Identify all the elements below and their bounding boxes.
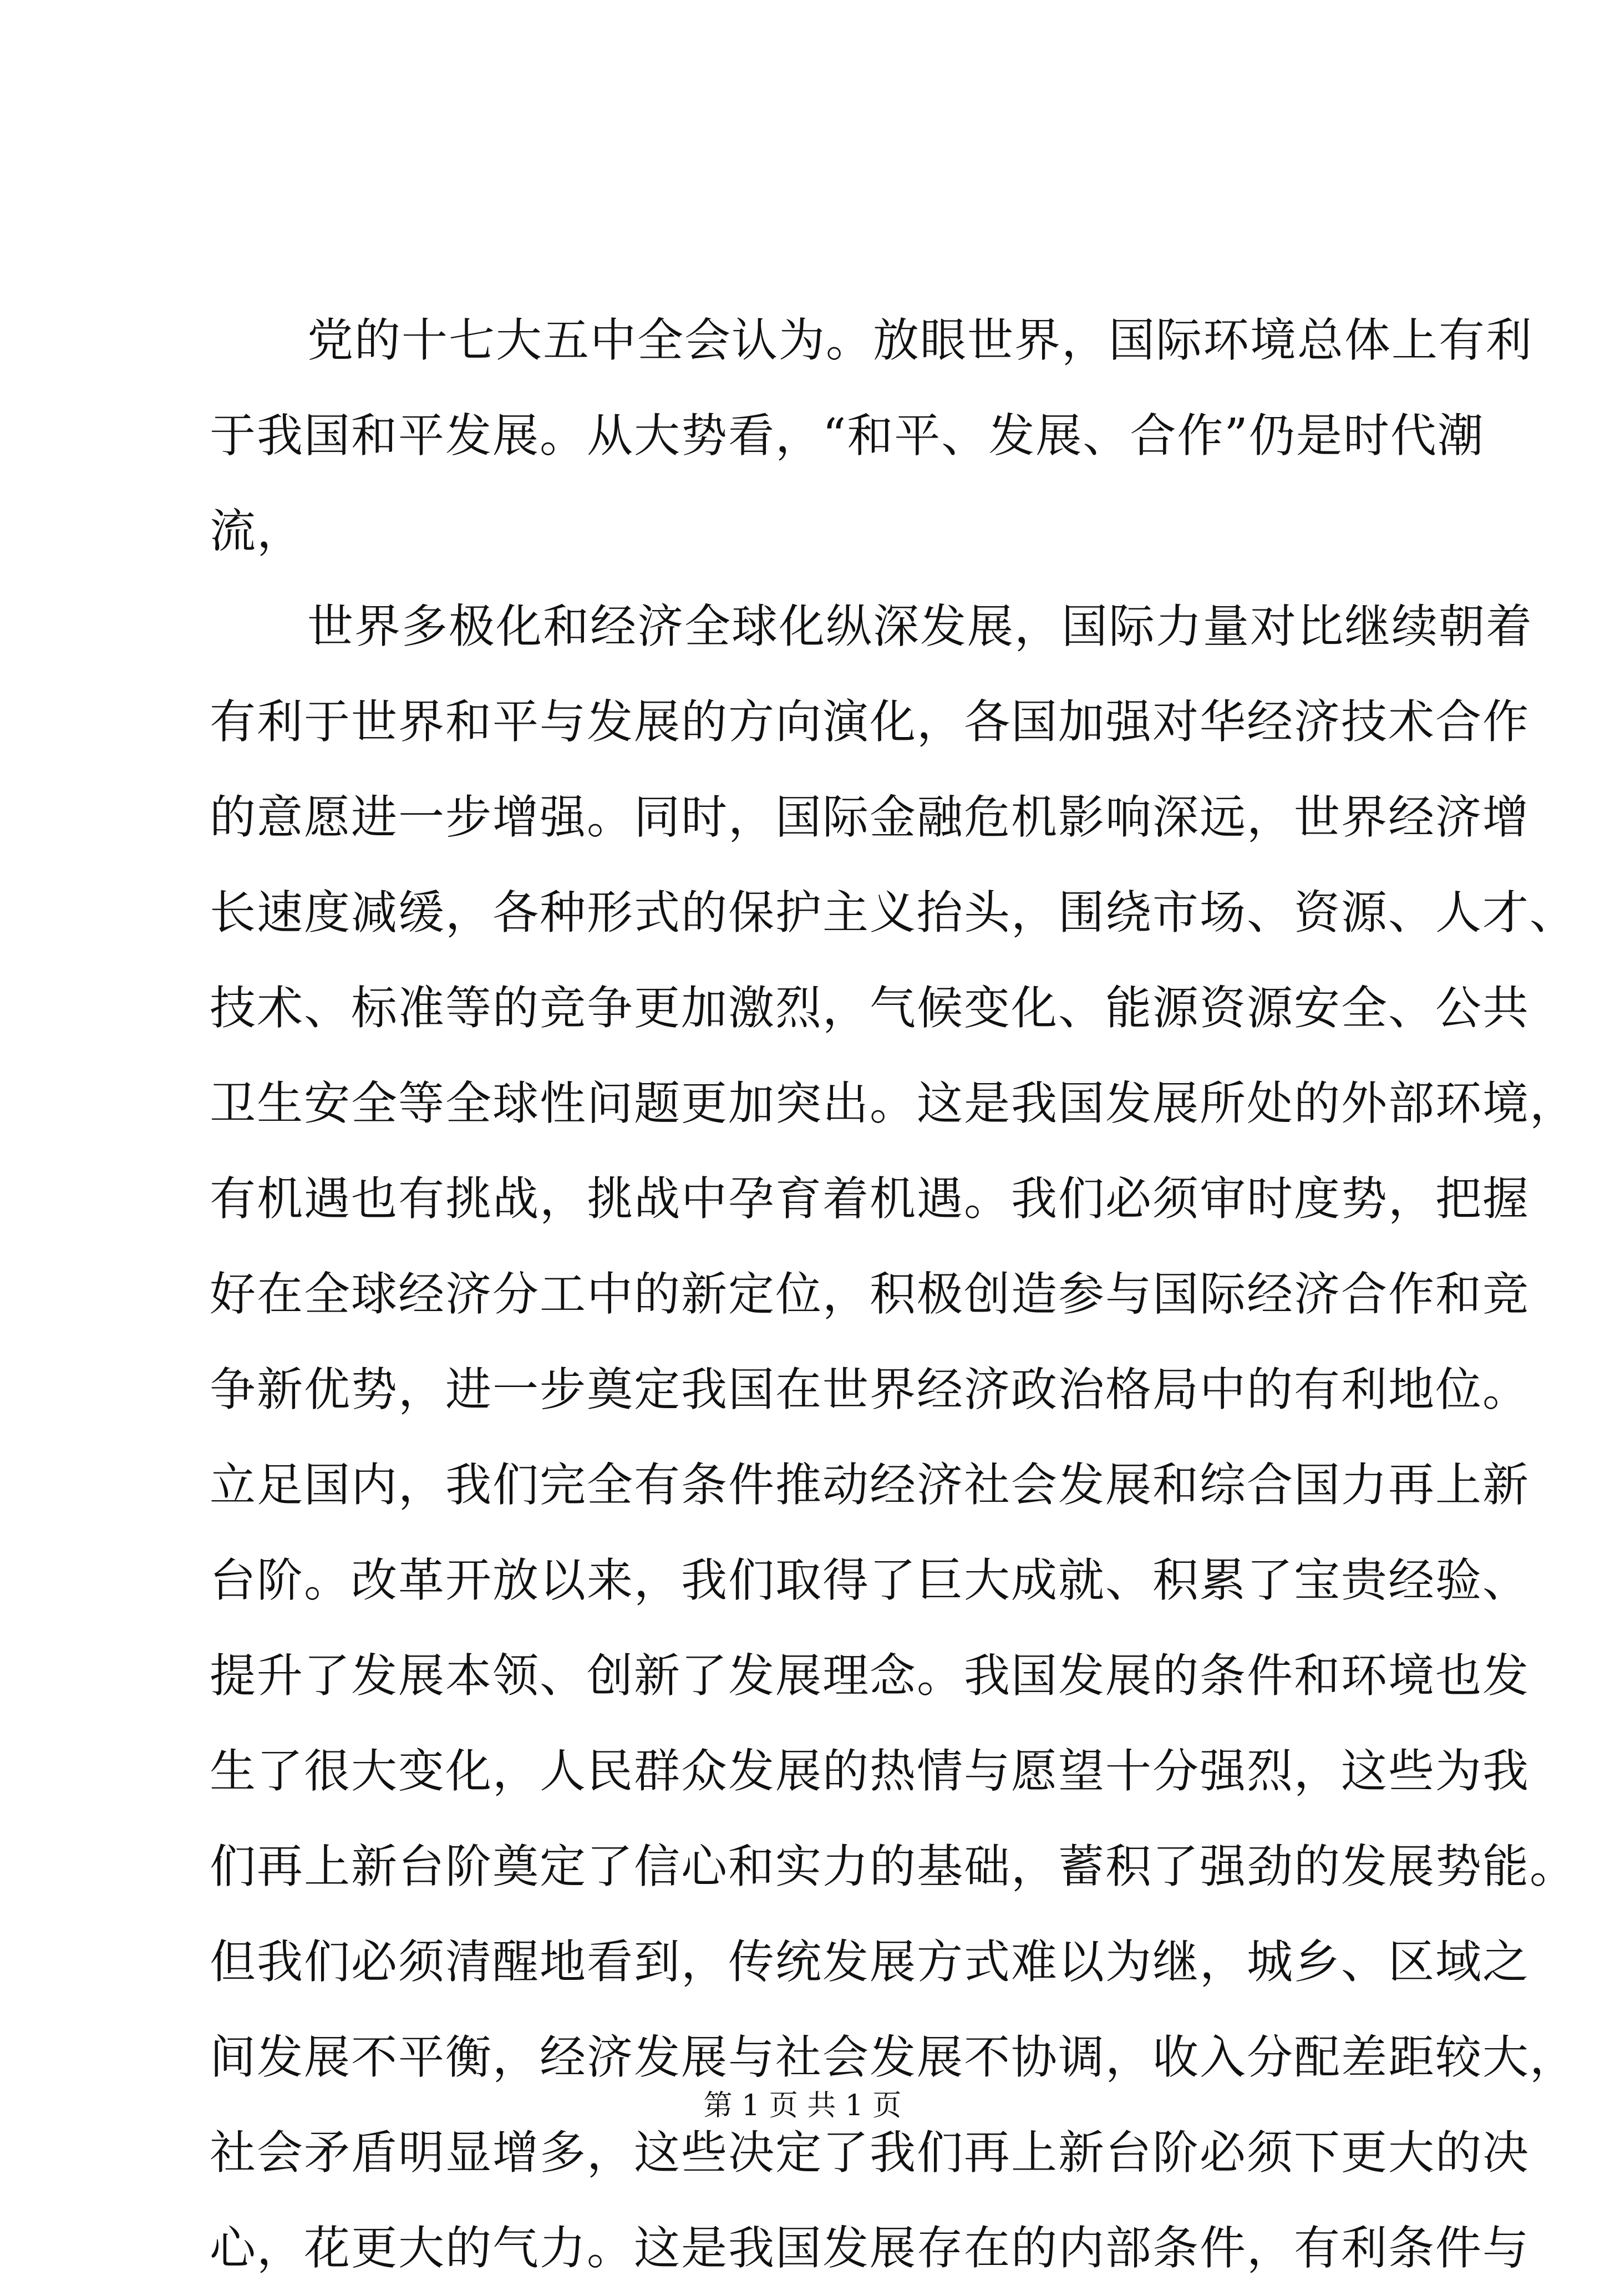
text-line: 心，花更大的气力。这是我国发展存在的内部条件，有利条件与	[210, 2221, 1530, 2275]
text-line: 有利于世界和平与发展的方向演化，各国加强对华经济技术合作	[210, 695, 1530, 749]
text-line: 间发展不平衡，经济发展与社会发展不协调，收入分配差距较大，	[210, 2030, 1577, 2084]
text-line: 有机遇也有挑战，挑战中孕育着机遇。我们必须审时度势，把握	[210, 1172, 1530, 1226]
text-line: 的意愿进一步增强。同时，国际金融危机影响深远，世界经济增	[210, 790, 1530, 844]
text-line: 卫生安全等全球性问题更加突出。这是我国发展所处的外部环境，	[210, 1076, 1577, 1130]
text-line: 生了很大变化，人民群众发展的热情与愿望十分强烈，这些为我	[210, 1744, 1530, 1798]
text-line: 立足国内，我们完全有条件推动经济社会发展和综合国力再上新	[210, 1458, 1530, 1512]
text-line: 台阶。改革开放以来，我们取得了巨大成就、积累了宝贵经验、	[210, 1553, 1530, 1607]
document-body	[210, 293, 1577, 2296]
text-line: 好在全球经济分工中的新定位，积极创造参与国际经济合作和竞	[210, 1267, 1530, 1321]
text-line: 世界多极化和经济全球化纵深发展，国际力量对比继续朝着	[307, 600, 1533, 653]
page-footer	[0, 2086, 1605, 2125]
text-line: 争新优势，进一步奠定我国在世界经济政治格局中的有利地位。	[210, 1363, 1530, 1416]
text-line: 党的十七大五中全会认为。放眼世界，国际环境总体上有利	[307, 313, 1533, 367]
text-line: 们再上新台阶奠定了信心和实力的基础，蓄积了强劲的发展势能。	[210, 1840, 1577, 1893]
text-line: 于我国和平发展。从大势看，“和平、发展、合作”仍是时代潮	[210, 409, 1485, 463]
text-line: 提升了发展本领、创新了发展理念。我国发展的条件和环境也发	[210, 1649, 1530, 1703]
text-line: 长速度减缓，各种形式的保护主义抬头，围绕市场、资源、人才、	[210, 886, 1577, 939]
text-line: 技术、标准等的竞争更加激烈，气候变化、能源资源安全、公共	[210, 981, 1530, 1035]
text-line: 但我们必须清醒地看到，传统发展方式难以为继，城乡、区域之	[210, 1935, 1530, 1989]
page-number-label: 第 1 页 共 1 页	[703, 2089, 902, 2122]
text-line: 社会矛盾明显增多，这些决定了我们再上新台阶必须下更大的决	[210, 2126, 1530, 2180]
text-line: 流，	[210, 504, 304, 558]
